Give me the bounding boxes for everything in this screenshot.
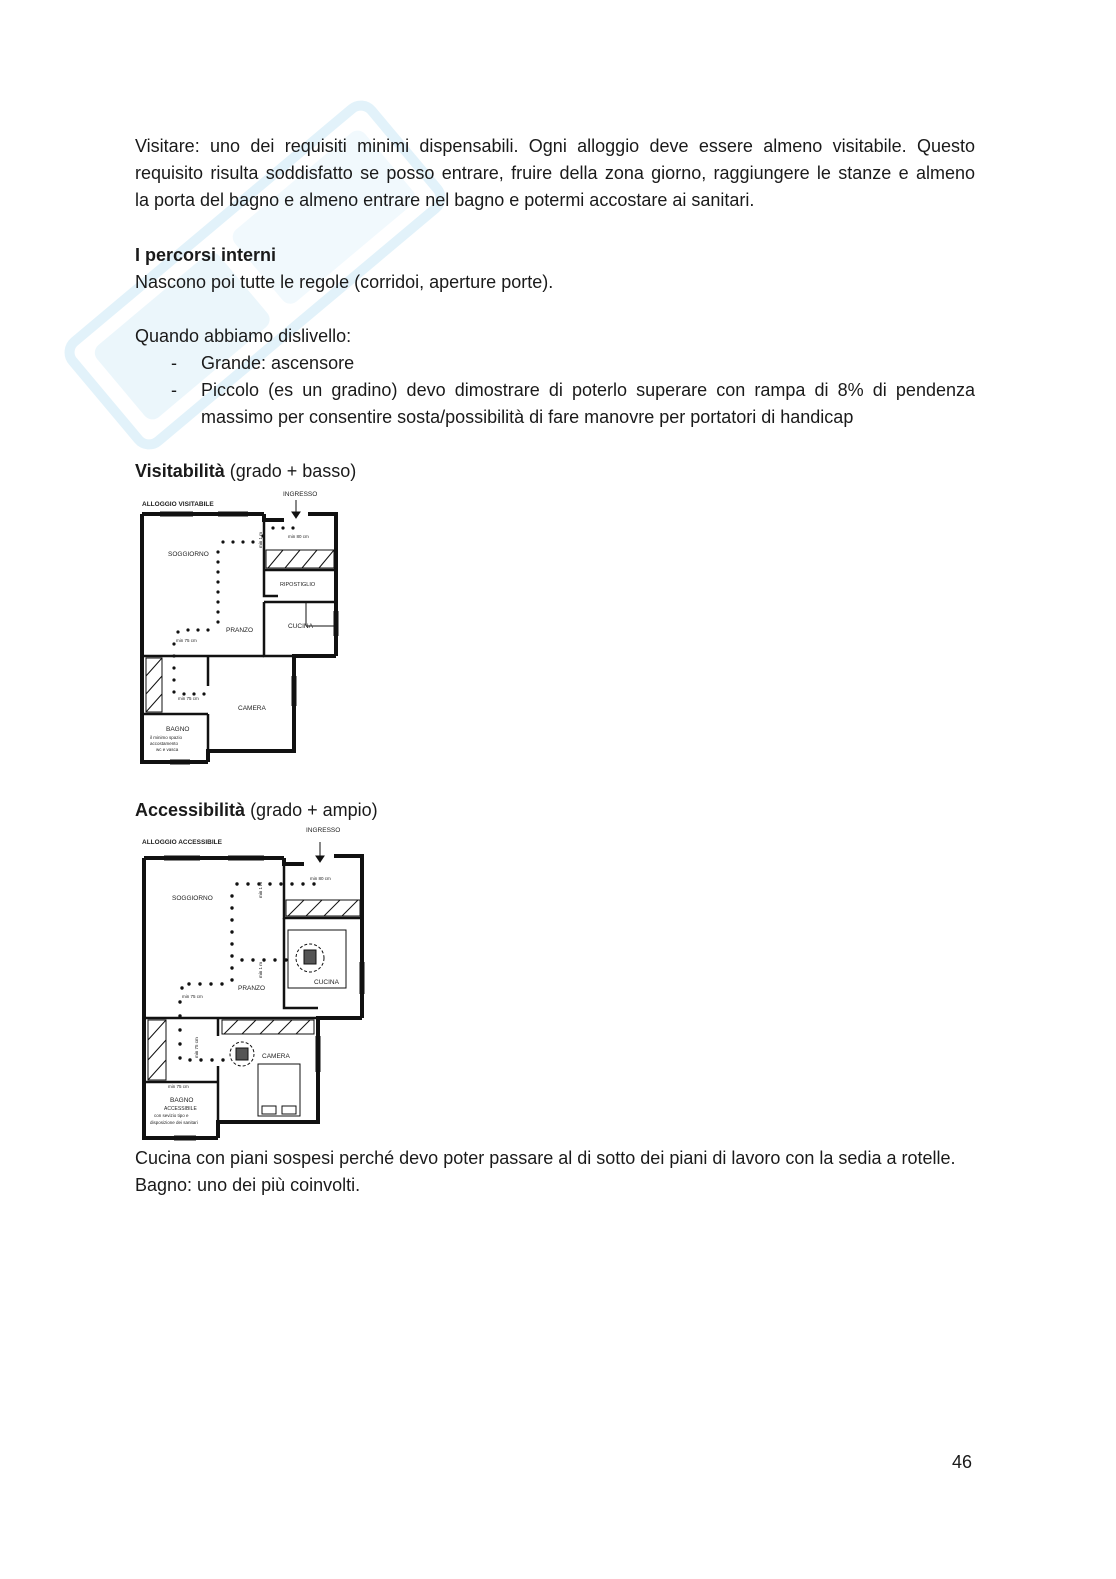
plan2-bagno-note2: con sevizio tipo e [154,1113,189,1118]
plan2-bagno-note1: ACCESSIBILE [164,1106,197,1112]
accessibilita-heading [135,797,975,824]
plan2-dim-80: min 80 cm [310,876,331,881]
plan1-soggiorno: SOGGIORNO [168,551,209,558]
plan2-dim-75b: min 75 cm [194,1037,199,1058]
plan1-dim-vert: min 1 m [258,531,263,548]
plan2-title: ALLOGGIO ACCESSIBILE [142,839,222,846]
plan2-pranzo: PRANZO [238,985,266,992]
visitabilita-heading [135,458,975,485]
page-number: 46 [952,1452,973,1472]
plan1-ingresso: INGRESSO [283,491,318,498]
plan1-bagno-note2: accostamento [150,741,179,746]
list-item [135,377,975,431]
plan2-dim-75c: min 75 cm [168,1084,189,1089]
intro-line-1: Visitare: uno dei requisiti minimi dispensabili. Ogni alloggio deve essere almeno visitabile. Questo [135,136,975,156]
accessibilita-rest: (grado + ampio) [245,800,378,820]
list-dash: - [171,353,177,373]
plan1-bagno: BAGNO [166,726,190,733]
plan1-cucina: CUCINA [288,623,313,630]
dislivello-list [135,350,975,431]
closing-line-2: Bagno: uno dei più coinvolti. [135,1175,361,1195]
intro-paragraph [135,133,975,214]
section-line: Nascono poi tutte le regole (corridoi, aperture porte). [135,272,554,292]
plan2-dim-vert2: min 1 m [258,961,263,978]
intro-line-3: la porta del bagno e almeno entrare nel bagno e potermi accostare ai sanitari. [135,190,755,210]
dislivello-intro: Quando abbiamo dislivello: [135,326,352,346]
plan1-camera: CAMERA [238,705,266,712]
accessibilita-bold: Accessibilità [135,800,246,820]
intro-line-2: requisito risulta soddisfatto se posso entrare, fruire della zona giorno, raggiungere le stanze e almeno [135,163,975,183]
closing-line-1: Cucina con piani sospesi perché devo poter passare al di sotto dei piani di lavoro con la sedia a rotelle. [135,1148,956,1168]
plan1-ripostiglio: RIPOSTIGLIO [280,582,316,588]
closing-paragraph [135,1145,975,1199]
plan1-pranzo: PRANZO [226,627,254,634]
list-item [135,350,975,377]
floor-plan-accessibile [138,822,370,1142]
floor-plan-visitabile [138,486,348,768]
plan2-dim-75a: min 75 cm [182,994,203,999]
plan1-bagno-note3: wc e vasca [156,747,179,752]
plan2-dim-vert1: min 1 m [258,881,263,898]
list-dash: - [171,380,177,400]
section-heading: I percorsi interni [135,245,277,265]
list-item-text: Piccolo (es un gradino) devo dimostrare di poterlo superare con rampa di 8% di pendenza [201,380,975,400]
plan2-cucina: CUCINA [314,979,339,986]
plan2-ingresso: INGRESSO [306,827,341,834]
list-item-text: massimo per consentire sosta/possibilità di fare manovre per portatori di handicap [201,407,854,427]
section-block [135,242,975,296]
plan2-bagno: BAGNO [170,1097,194,1104]
plan1-title: ALLOGGIO VISITABILE [142,501,214,508]
plan2-bagno-note3: disposizione dei sanitari [150,1120,198,1125]
plan1-dim-80: min 80 cm [288,534,309,539]
plan2-soggiorno: SOGGIORNO [172,895,213,902]
plan1-bagno-note1: il minimo spazio [150,735,183,740]
list-item-text: Grande: ascensore [201,353,355,373]
plan1-dim-75a: min 75 cm [176,638,197,643]
visitabilita-rest: (grado + basso) [224,461,357,481]
plan2-camera: CAMERA [262,1053,290,1060]
plan1-dim-75b: min 75 cm [178,696,199,701]
visitabilita-bold: Visitabilità [135,461,225,481]
